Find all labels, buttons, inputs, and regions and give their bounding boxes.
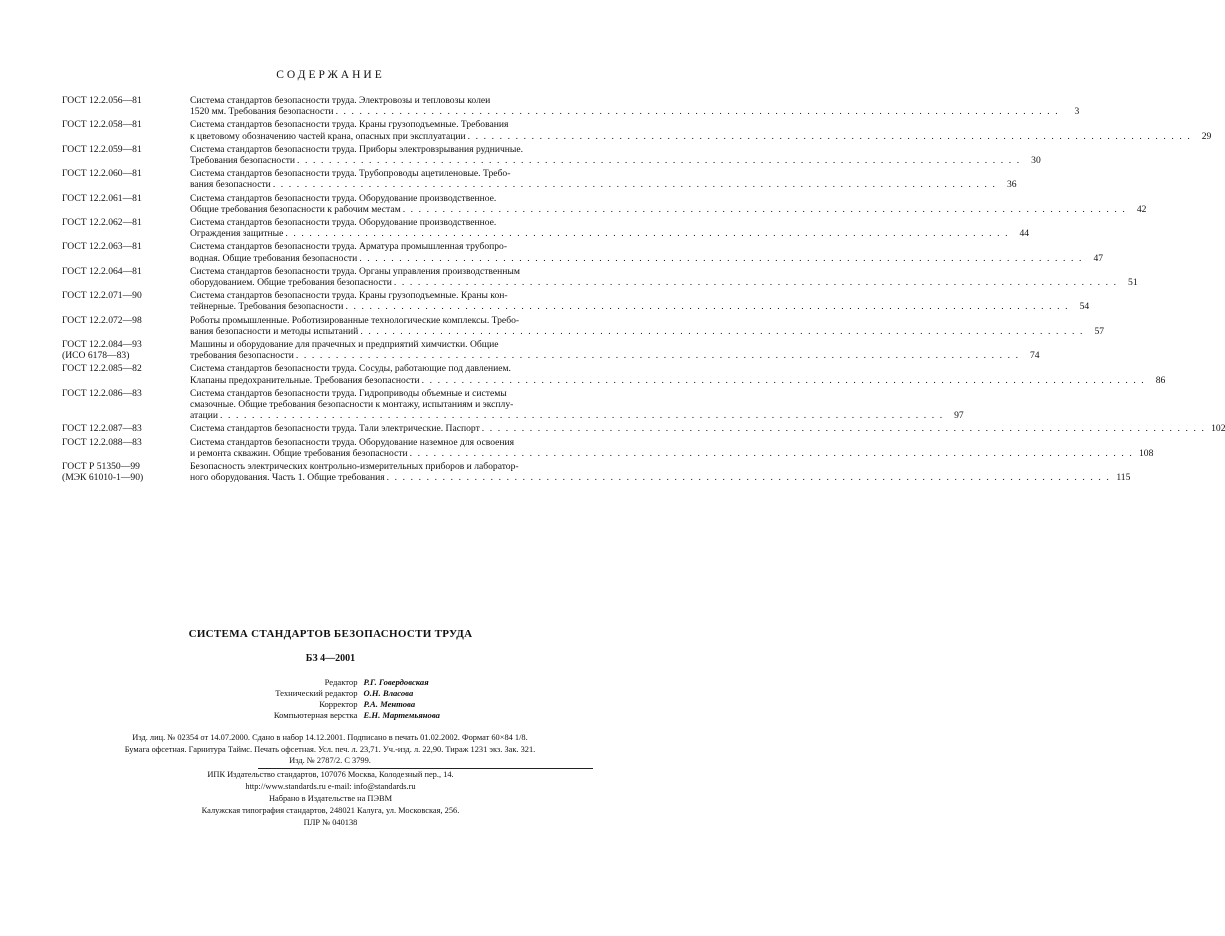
standard-code: ГОСТ 12.2.086—83: [62, 387, 142, 399]
standard-code: ГОСТ 12.2.058—81: [62, 119, 142, 131]
toc-entry-code: [62, 266, 190, 288]
dot-leader: [273, 179, 997, 190]
toc-entry-title: [190, 423, 1225, 434]
title-last-line: [190, 423, 1225, 434]
standard-code-equivalent: (МЭК 61010-1—90): [62, 472, 144, 484]
dot-leader: [359, 253, 1083, 264]
toc-heading: СОДЕРЖАНИЕ: [276, 69, 385, 81]
title-line: вания безопасности: [190, 179, 271, 191]
page-number: 74: [1029, 350, 1040, 362]
publisher-line: Набрано в Издательстве на ПЭВМ: [268, 794, 393, 803]
editorial-staff: [0, 677, 661, 721]
standard-code: ГОСТ 12.2.060—81: [62, 168, 142, 180]
page-number: 36: [1006, 179, 1017, 191]
dot-leader: [220, 410, 944, 421]
title-line: к цветовому обозначению частей крана, опасных при эксплуатации: [190, 130, 466, 142]
toc-entry-title: [190, 290, 1089, 312]
title-line: Система стандартов безопасности труда. Трубопроводы ацетиленовые. Требо-: [190, 168, 511, 180]
staff-line: [0, 677, 661, 688]
dot-leader: [410, 448, 1134, 459]
standard-code: ГОСТ 12.2.061—81: [62, 192, 142, 204]
page-number: 115: [1116, 472, 1131, 484]
title-last-line: [190, 277, 1138, 288]
title-line: смазочные. Общие требования безопасности к монтажу, испытаниям и эксплу-: [190, 399, 514, 411]
toc-entry: [62, 241, 1104, 264]
staff-line: [0, 699, 661, 710]
toc-entry-code: [62, 217, 190, 239]
title-last-line: [190, 204, 1146, 215]
title-line: Клапаны предохранительные. Требования безопасности: [190, 374, 420, 386]
title-line: Система стандартов безопасности труда. Арматура промышленная трубопро-: [190, 241, 508, 253]
standard-code: ГОСТ 12.2.084—93: [62, 339, 142, 351]
staff-name: О.Н. Власова: [363, 688, 414, 698]
staff-name: Е.Н. Мартемьянова: [363, 710, 440, 720]
dot-leader: [422, 375, 1146, 386]
page-number: 42: [1136, 203, 1147, 215]
title-line: Общие требования безопасности к рабочим местам: [190, 203, 401, 215]
toc-entry-code: [62, 339, 190, 361]
standard-code: ГОСТ 12.2.088—83: [62, 436, 142, 448]
dot-leader: [468, 131, 1192, 142]
title-line: Система стандартов безопасности труда. Краны грузоподъемные. Краны кон-: [190, 290, 508, 302]
toc-entry-title: [190, 461, 1130, 483]
toc-entry-code: [62, 437, 190, 459]
dot-leader: [360, 326, 1084, 337]
imprint-details: [70, 732, 590, 767]
toc-entry-title: [190, 339, 1040, 361]
toc-entry-title: [190, 168, 1017, 190]
toc-entry-code: [62, 363, 190, 385]
toc-entry-code: [62, 241, 190, 263]
page-number: 30: [1031, 155, 1041, 167]
toc-entry-title: [190, 144, 1041, 166]
title-line: Ограждения защитные: [190, 228, 284, 240]
title-line: Система стандартов безопасности труда. Оборудование наземное для освоения: [190, 436, 515, 448]
publisher-line: Калужская типография стандартов, 248021 Калуга, ул. Московская, 256.: [201, 806, 460, 815]
title-line: Роботы промышленные. Роботизированные технологические комплексы. Требо-: [190, 314, 520, 326]
standard-code: ГОСТ 12.2.063—81: [62, 241, 142, 253]
page-number: 29: [1201, 130, 1212, 142]
publisher-line: ПЛР № 040138: [303, 818, 358, 827]
title-line: Машины и оборудование для прачечных и предприятий химчистки. Общие: [190, 339, 499, 351]
toc-entry-code: [62, 144, 190, 166]
toc-entry-title: [190, 266, 1138, 288]
title-last-line: [190, 472, 1130, 483]
title-line: оборудованием. Общие требования безопасности: [190, 277, 392, 289]
toc-entry-title: [190, 388, 964, 422]
staff-name: Р.А. Ментова: [363, 699, 416, 709]
dot-leader: [394, 277, 1118, 288]
dot-leader: [345, 301, 1069, 312]
title-line: ного оборудования. Часть 1. Общие требования: [190, 472, 385, 484]
staff-role: Технический редактор: [275, 688, 358, 698]
staff-name: Р.Г. Говердовская: [363, 677, 429, 687]
staff-line: [0, 688, 661, 699]
standard-code: ГОСТ 12.2.085—82: [62, 363, 142, 375]
title-last-line: [190, 448, 1153, 459]
title-line: 1520 мм. Требования безопасности: [190, 106, 334, 118]
title-last-line: [190, 228, 1029, 239]
imprint-line: Бумага офсетная. Гарнитура Таймс. Печать офсетная. Усл. печ. л. 23,71. Уч.-изд. л. 22,90. Тираж 1231 экз. Зак. 321.: [124, 744, 536, 754]
title-line: Система стандартов безопасности труда. Тали электрические. Паспорт: [190, 423, 480, 435]
toc-entry: [62, 290, 1090, 313]
staff-role: Корректор: [319, 699, 358, 709]
title-line: Система стандартов безопасности труда. Оборудование производственное.: [190, 217, 497, 229]
toc-entry: [62, 95, 1080, 118]
title-line: Безопасность электрических контрольно-измерительных приборов и лаборатор-: [190, 461, 519, 473]
toc-entry-title: [190, 119, 1211, 141]
page-number: 54: [1079, 301, 1090, 313]
toc-entry-code: [62, 119, 190, 141]
title-line: атации: [190, 410, 218, 422]
toc-entry-code: [62, 168, 190, 190]
title-last-line: [190, 106, 1079, 117]
title-last-line: [190, 155, 1041, 166]
standard-code: ГОСТ Р 51350—99: [62, 461, 140, 473]
title-line: Система стандартов безопасности труда. Сосуды, работающие под давлением.: [190, 363, 511, 375]
title-last-line: [190, 131, 1211, 142]
toc-entry: [62, 387, 964, 422]
dot-leader: [387, 472, 1111, 483]
staff-role: Редактор: [324, 677, 358, 687]
staff-line: [0, 710, 661, 721]
standard-code: ГОСТ 12.2.071—90: [62, 290, 142, 302]
table-of-contents: [62, 95, 1225, 486]
title-line: тейнерные. Требования безопасности: [190, 301, 344, 313]
toc-entry: [62, 363, 1166, 386]
title-line: Система стандартов безопасности труда. Краны грузоподъемные. Требования: [190, 119, 509, 131]
title-line: Система стандартов безопасности труда. Оборудование производственное.: [190, 192, 497, 204]
dot-leader: [285, 228, 1009, 239]
page-number: 102: [1211, 423, 1225, 435]
toc-entry-title: [190, 315, 1104, 337]
title-last-line: [190, 179, 1017, 190]
dot-leader: [403, 204, 1127, 215]
toc-entry: [62, 192, 1147, 215]
toc-entry: [62, 314, 1105, 337]
page-number: 57: [1094, 325, 1105, 337]
toc-entry-code: [62, 95, 190, 117]
toc-entry-code: [62, 290, 190, 312]
toc-entry-code: [62, 193, 190, 215]
toc-entry-title: [190, 363, 1165, 385]
publisher-line: ИПК Издательство стандартов, 107076 Москва, Колодезный пер., 14.: [207, 770, 454, 779]
title-last-line: [190, 410, 964, 421]
page-number: 51: [1128, 277, 1138, 289]
standard-code: ГОСТ 12.2.059—81: [62, 143, 142, 155]
publisher-line: http://www.standards.ru e-mail: info@standards.ru: [245, 782, 416, 791]
toc-entry-code: [62, 388, 190, 422]
toc-entry-code: [62, 461, 190, 483]
toc-entry: [62, 265, 1138, 289]
title-line: Система стандартов безопасности труда. Электровозы и тепловозы колеи: [190, 95, 491, 106]
toc-entry-title: [190, 241, 1103, 263]
title-line: водная. Общие требования безопасности: [190, 252, 358, 264]
title-last-line: [190, 375, 1165, 386]
toc-entry-title: [190, 193, 1146, 215]
toc-entry-title: [190, 95, 1079, 117]
series-title: СИСТЕМА СТАНДАРТОВ БЕЗОПАСНОСТИ ТРУДА: [188, 628, 473, 640]
imprint-line: Изд. лиц. № 02354 от 14.07.2000. Сдано в набор 14.12.2001. Подписано в печать 01.02.2002. Формат 60×84 1/8.: [132, 733, 528, 742]
title-last-line: [190, 326, 1104, 337]
dot-leader: [482, 423, 1206, 434]
standard-code: ГОСТ 12.2.064—81: [62, 265, 142, 277]
toc-entry: [62, 461, 1131, 484]
title-last-line: [190, 253, 1103, 264]
staff-role: Компьютерная верстка: [273, 710, 358, 720]
title-line: Система стандартов безопасности труда. Гидроприводы объемные и системы: [190, 387, 507, 399]
toc-entry: [62, 217, 1030, 240]
title-last-line: [190, 301, 1089, 312]
title-line: Система стандартов безопасности труда. Органы управления производственным: [190, 265, 520, 277]
toc-entry: [62, 119, 1212, 142]
imprint-line: Изд. № 2787/2. С 3799.: [289, 756, 371, 765]
toc-entry-title: [190, 437, 1153, 459]
standard-code: ГОСТ 12.2.087—83: [62, 423, 142, 435]
title-line: Система стандартов безопасности труда. Приборы электровзрывания рудничные.: [190, 143, 524, 155]
standard-code: ГОСТ 12.2.072—98: [62, 314, 142, 326]
toc-entry-code: [62, 315, 190, 337]
standard-code-equivalent: (ИСО 6178—83): [62, 350, 130, 362]
page-number: 44: [1019, 228, 1030, 240]
title-line: и ремонта скважин. Общие требования безопасности: [190, 447, 408, 459]
toc-entry-title: [190, 217, 1029, 239]
title-last-line: [190, 350, 1040, 361]
toc-entry: [62, 143, 1041, 167]
page-number: 3: [1074, 106, 1080, 118]
publisher-details: [0, 769, 661, 829]
page-number: 86: [1155, 374, 1166, 386]
title-line: вания безопасности и методы испытаний: [190, 325, 359, 337]
title-line: требования безопасности: [190, 350, 294, 362]
dot-leader: [297, 155, 1021, 166]
standard-code: ГОСТ 12.2.062—81: [62, 217, 142, 229]
standard-code: ГОСТ 12.2.056—81: [62, 95, 142, 106]
toc-entry: [62, 339, 1040, 362]
toc-entry: [62, 423, 1225, 435]
page-number: 97: [954, 410, 964, 422]
dot-leader: [336, 106, 1060, 117]
page-number: 47: [1093, 252, 1104, 264]
page-number: 108: [1139, 447, 1154, 459]
collection-number: БЗ 4—2001: [305, 653, 356, 664]
dot-leader: [296, 350, 1020, 361]
toc-entry: [62, 436, 1154, 459]
toc-entry: [62, 168, 1017, 191]
toc-entry-code: [62, 423, 190, 434]
title-line: Требования безопасности: [190, 155, 296, 167]
